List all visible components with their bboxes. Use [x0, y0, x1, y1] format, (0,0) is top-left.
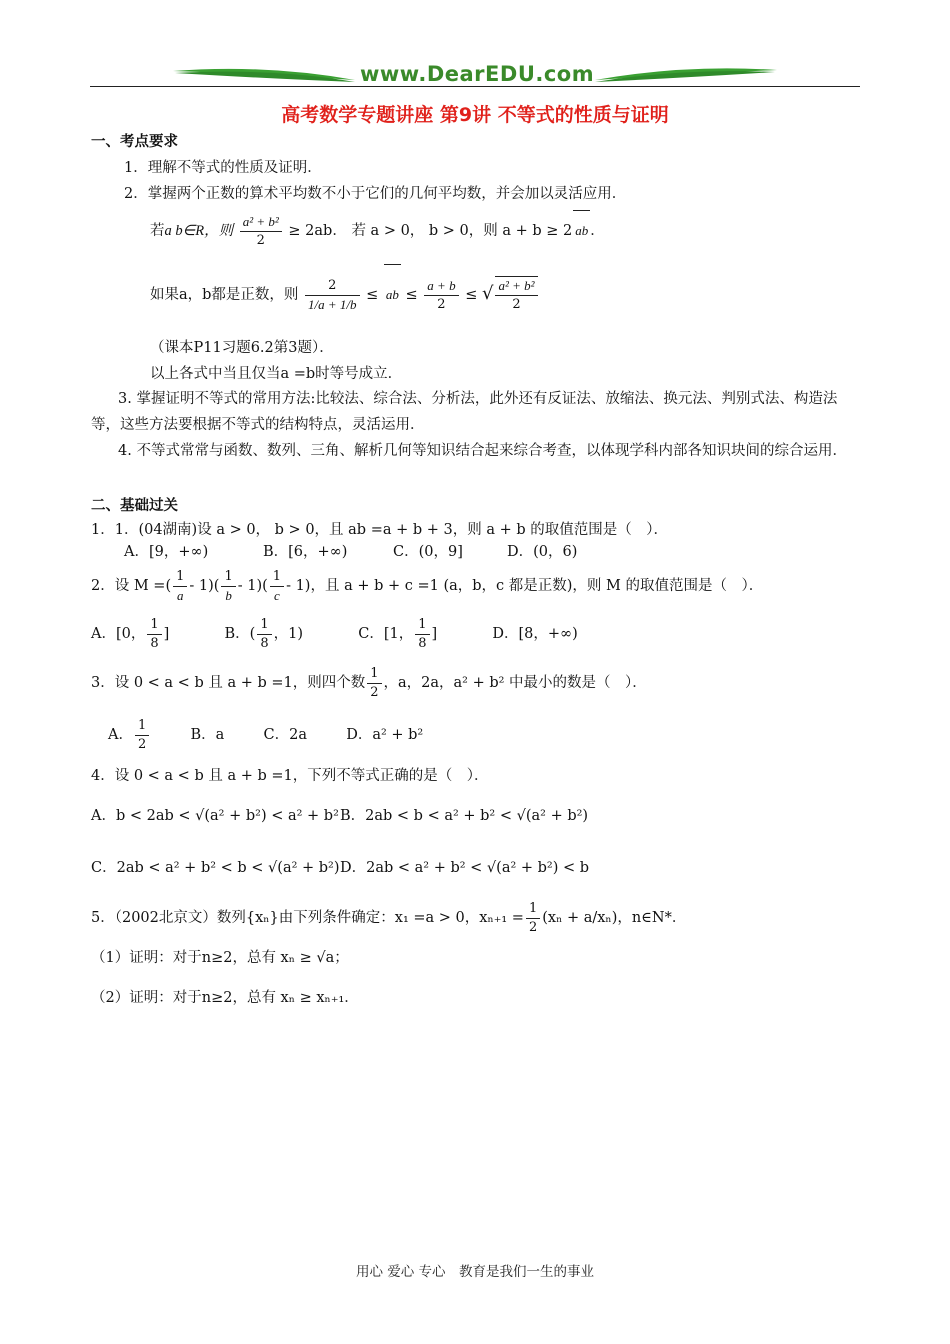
f1-sqrt: ab: [573, 210, 590, 251]
f2-arith-num: a + b: [424, 277, 458, 296]
f2-arith-den: 2: [437, 296, 446, 312]
q2-option-b: B．( $\frac{1}{8}$ ，1): [224, 616, 304, 651]
q4-option-d: D．2ab < a² + b² < √(a² + b²) < b: [340, 860, 590, 876]
section1-item4: 4. 不等式常常与函数、数列、三角、解析几何等知识结合起来综合考查，以体现学科内部各知识块间的综合运用．: [118, 443, 847, 459]
q5-tail: (xₙ + a/xₙ)，n∈N*．: [542, 910, 687, 926]
section-heading-1: 一、考点要求: [91, 134, 178, 150]
q2-option-d: D．[8，+∞): [492, 626, 578, 642]
f2-harmonic-fraction: [305, 277, 360, 314]
q1-option-a: A．[9，+∞): [124, 544, 209, 560]
q4-option-b: B．2ab < b < a² + b² < √(a² + b²): [340, 808, 589, 824]
f2-qm-fraction: [495, 276, 537, 314]
f2-le1: ≤: [366, 287, 379, 303]
f2-arith-fraction: [424, 277, 458, 314]
section1-item1: 1．理解不等式的性质及证明．: [124, 160, 322, 176]
question-2: [91, 564, 763, 608]
f2-sqrt-ab: ab: [384, 264, 401, 325]
q3-option-a: A． $\frac{1}{2}$: [108, 727, 151, 743]
f1-ge2ab: ≥ 2ab．: [288, 223, 347, 239]
sqrt-sign-icon: √: [481, 283, 494, 304]
f1-mid: 若 a > 0， b > 0，则 a + b ≥ 2: [351, 223, 573, 239]
q5-part-2: （2）证明：对于n≥2，总有 xₙ ≥ xₙ₊₁．: [91, 990, 359, 1006]
q4-option-a: A．b < 2ab < √(a² + b²) < a² + b²: [91, 808, 339, 824]
q5-part-1: （1）证明：对于n≥2，总有 xₙ ≥ √a；: [91, 950, 349, 966]
q1-option-d: D．(0，6): [507, 544, 578, 560]
f2-frac-den: 1/a + 1/b: [308, 296, 357, 312]
q3-option-c: C．2a: [263, 727, 307, 743]
f2-frac-num: 2: [305, 277, 360, 296]
section1-item3: 3. 掌握证明不等式的常用方法:比较法、综合法、分析法，此外还有反证法、放缩法、换元法、判别式法、构造法等，这些方法要根据不等式的结构特点，灵活运用．: [91, 391, 838, 433]
f1-pre: 若: [150, 223, 165, 239]
q2-options: [91, 614, 578, 654]
q3-tail: ，a，2a，a² + b² 中最小的数是（ ）．: [383, 675, 647, 691]
q2-part-b: - 1)(: [189, 578, 220, 594]
page-title: 高考数学专题讲座 第9讲 不等式的性质与证明: [281, 104, 669, 126]
q2-frac-c: $\frac{1}{c}$: [270, 568, 284, 605]
formula-line-1: [150, 210, 605, 251]
formula-line-2: [150, 264, 540, 325]
f2-le2: ≤: [405, 287, 418, 303]
q5-half: $\frac{1}{2}$: [526, 900, 540, 937]
question-3: [91, 662, 647, 704]
f2-qm-num: a² + b²: [495, 277, 537, 296]
f1-fraction: [240, 213, 282, 250]
f1-frac-num: a² + b²: [240, 213, 282, 232]
q1-option-c: C．(0，9]: [393, 544, 463, 560]
section1-item2: 2．掌握两个正数的算术平均数不小于它们的几何平均数，并会加以灵活应用．: [124, 186, 627, 202]
q2-option-a: A．[0， $\frac{1}{8}$ ]: [91, 616, 170, 651]
f1-frac-den: 2: [256, 232, 265, 248]
f1-ab: a b∈R，则: [164, 223, 234, 239]
q2-part-c: - 1)(: [237, 578, 268, 594]
section-heading-2: 二、基础过关: [91, 498, 178, 514]
question-4: 4．设 0 < a < b 且 a + b =1，下列不等式正确的是（ ）．: [91, 768, 489, 784]
question-5: [91, 896, 686, 940]
question-1: 1．1．(04湖南)设 a > 0， b > 0，且 ab =a + b + 3，则 a + b 的取值范围是（ ）．: [91, 522, 668, 538]
f2-pre: 如果a，b都是正数，则: [150, 287, 299, 303]
f2-le3: ≤: [465, 287, 478, 303]
equality-note: 以上各式中当且仅当a =b时等号成立．: [150, 366, 403, 382]
q3-text: 3．设 0 < a < b 且 a + b =1，则四个数: [91, 675, 366, 691]
f1-end: ．: [590, 223, 605, 239]
q2-part-d: - 1)，且 a + b + c =1 (a，b，c 都是正数)，则 M 的取值范围是（ ）．: [286, 578, 764, 594]
q1-option-b: B．[6，+∞): [263, 544, 348, 560]
q5-text: 5．（2002北京文）数列{xₙ}由下列条件确定：x₁ =a > 0，xₙ₊₁ =: [91, 910, 524, 926]
header-divider: [90, 86, 860, 87]
q3-options: [108, 714, 423, 756]
q2-option-c: C．[1， $\frac{1}{8}$ ]: [358, 616, 438, 651]
textbook-note: （课本P11习题6.2第3题）．: [150, 340, 334, 356]
q3-half: $\frac{1}{2}$: [367, 665, 381, 702]
f2-qm-den: 2: [512, 297, 521, 312]
q2-part-a: 2．设 M =(: [91, 578, 172, 594]
page-footer: 用心 爱心 专心 教育是我们一生的事业: [355, 1264, 595, 1280]
q3-option-d: D．a² + b²: [346, 727, 424, 743]
q2-frac-b: $\frac{1}{b}$: [221, 568, 235, 605]
site-logo: www.DearEDU.com: [360, 62, 595, 86]
q2-frac-a: $\frac{1}{a}$: [173, 568, 187, 605]
q4-option-c: C．2ab < a² + b² < b < √(a² + b²): [91, 860, 340, 876]
q3-option-b: B．a: [190, 727, 225, 743]
